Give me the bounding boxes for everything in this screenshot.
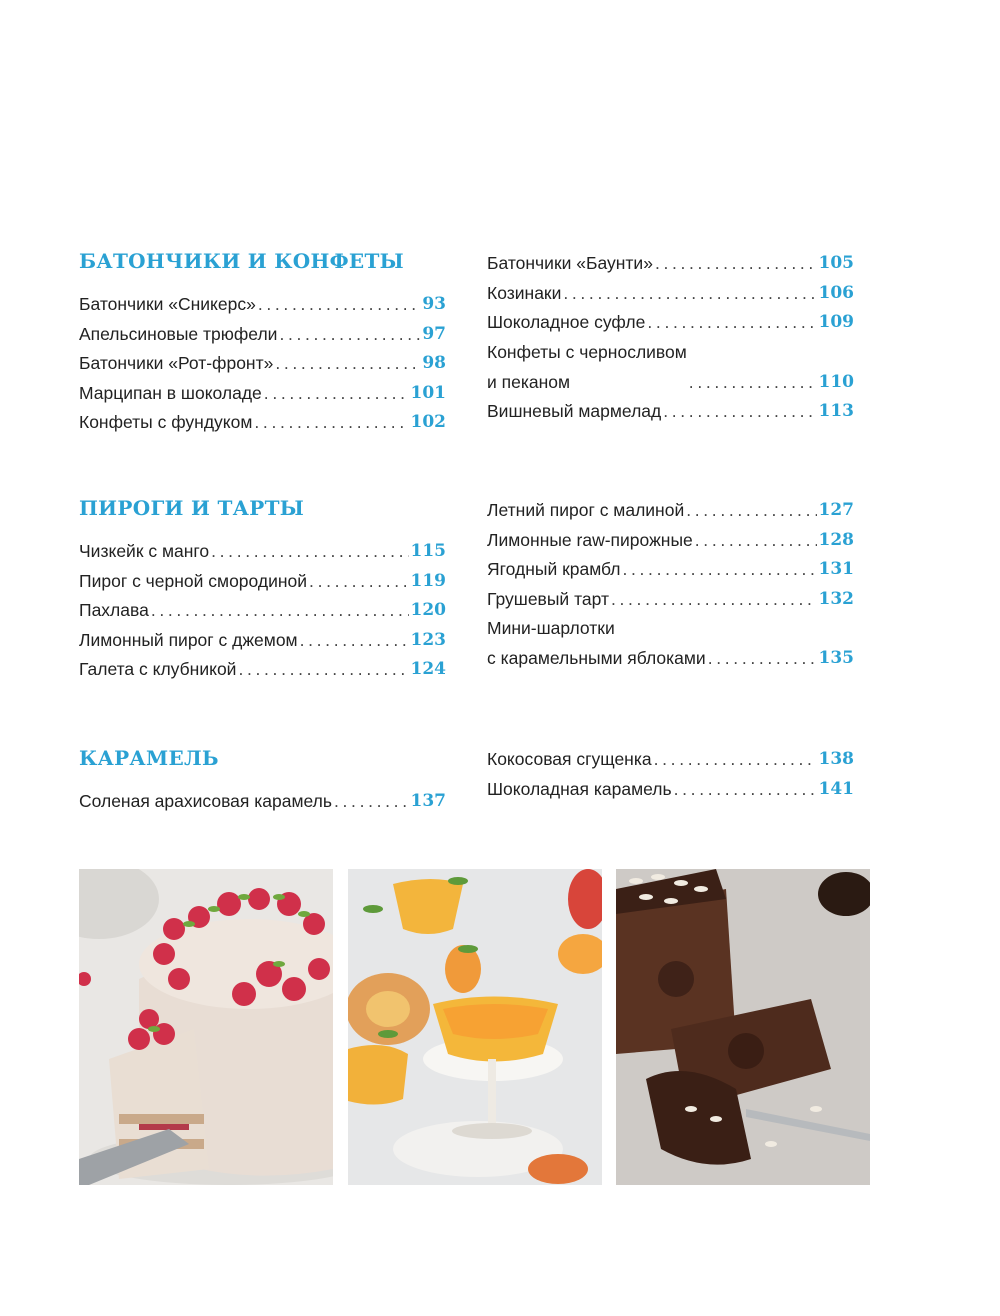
toc-entry[interactable] xyxy=(487,529,854,551)
toc-entry-title: Шоколадная карамель xyxy=(487,778,672,799)
toc-page-number: 132 xyxy=(818,588,854,609)
toc-entry-title: Конфеты с фундуком xyxy=(79,412,253,433)
toc-page-number: 113 xyxy=(818,401,854,422)
toc-entry[interactable] xyxy=(487,282,854,304)
leader-dots xyxy=(334,790,409,812)
section-heading-caramel: КАРАМЕЛЬ xyxy=(79,746,219,770)
toc-entry[interactable] xyxy=(487,341,854,393)
leader-dots xyxy=(211,540,408,562)
toc-entry-title: Галета с клубникой xyxy=(79,659,237,680)
toc-entry[interactable] xyxy=(487,617,854,669)
leader-dots xyxy=(300,629,409,651)
toc-column-left xyxy=(79,293,446,441)
toc-page-number: 98 xyxy=(422,353,446,374)
leader-dots xyxy=(275,352,420,374)
toc-entry-title: Летний пирог с малиной xyxy=(487,500,685,520)
leader-dots xyxy=(238,658,408,680)
toc-entry[interactable] xyxy=(487,252,854,274)
toc-column-right xyxy=(487,252,854,430)
toc-page-number: 93 xyxy=(422,294,446,314)
toc-entry-title xyxy=(487,341,687,393)
toc-page-number: 102 xyxy=(410,412,446,433)
toc-entry[interactable] xyxy=(79,658,446,680)
toc-entry[interactable] xyxy=(79,352,446,374)
toc-page-number: 124 xyxy=(410,659,446,680)
toc-entry-title: Лимонные raw-пирожные xyxy=(487,529,693,550)
toc-entry[interactable] xyxy=(487,499,854,521)
leader-dots xyxy=(655,252,817,274)
toc-entry-title-line: Конфеты с черносливом xyxy=(487,341,687,362)
toc-column-right xyxy=(487,748,854,807)
toc-entry-title-line: и пеканом xyxy=(487,371,571,392)
toc-entry-title: Шоколадное суфле xyxy=(487,312,646,333)
toc-entry[interactable] xyxy=(487,311,854,333)
chocolate-loaf-photo xyxy=(616,869,870,1185)
toc-page-number: 137 xyxy=(410,791,446,811)
leader-dots xyxy=(309,570,408,592)
toc-page-number: 115 xyxy=(410,541,446,561)
toc-entry-title: Грушевый тарт xyxy=(487,588,609,609)
toc-page-number: 109 xyxy=(818,312,854,333)
leader-dots xyxy=(563,282,816,304)
toc-entry[interactable] xyxy=(487,400,854,422)
toc-entry-title-line: Мини-шарлотки xyxy=(487,618,615,639)
section-heading-pies-tarts: ПИРОГИ И ТАРТЫ xyxy=(79,496,305,520)
leader-dots xyxy=(254,411,408,433)
leader-dots xyxy=(708,647,817,669)
section-heading-bars-candies: БАТОНЧИКИ И КОНФЕТЫ xyxy=(79,249,404,273)
toc-entry[interactable] xyxy=(79,599,446,621)
leader-dots xyxy=(663,400,816,422)
toc-entry[interactable] xyxy=(79,629,446,651)
leader-dots xyxy=(258,293,420,315)
leader-dots xyxy=(279,323,420,345)
toc-page-number: 105 xyxy=(818,253,854,273)
toc-entry[interactable] xyxy=(487,778,854,800)
toc-entry-title xyxy=(487,617,706,669)
toc-entry-title: Козинаки xyxy=(487,282,562,303)
toc-column-right xyxy=(487,499,854,677)
toc-entry-title: Чизкейк с манго xyxy=(79,541,210,561)
peach-dessert-photo xyxy=(348,869,602,1185)
toc-page-number: 141 xyxy=(818,778,854,799)
toc-entry-title: Ягодный крамбл xyxy=(487,559,621,580)
toc-entry[interactable] xyxy=(79,382,446,404)
toc-page-number: 110 xyxy=(818,371,854,392)
toc-entry-title: Пахлава xyxy=(79,600,149,621)
leader-dots xyxy=(151,599,409,621)
toc-page-number: 131 xyxy=(818,559,854,580)
toc-page-number: 120 xyxy=(410,600,446,621)
toc-entry-title: Соленая арахисовая карамель xyxy=(79,791,332,811)
toc-entry-title: Марципан в шоколаде xyxy=(79,382,262,403)
toc-entry-title: Пирог с черной смородиной xyxy=(79,570,308,591)
leader-dots xyxy=(264,382,409,404)
toc-column-left xyxy=(79,540,446,688)
toc-page-number: 138 xyxy=(818,749,854,769)
toc-page-number: 119 xyxy=(410,570,446,591)
toc-page-number: 106 xyxy=(818,282,854,303)
toc-entry-title: Кокосовая сгущенка xyxy=(487,749,652,769)
leader-dots xyxy=(611,588,817,610)
raspberry-cake-photo xyxy=(79,869,333,1185)
leader-dots xyxy=(622,558,816,580)
toc-entry[interactable] xyxy=(487,748,854,770)
toc-page-number: 97 xyxy=(422,323,446,344)
toc-page-number: 127 xyxy=(818,500,854,520)
toc-entry-title-line: с карамельными яблоками xyxy=(487,648,706,669)
leader-dots xyxy=(689,371,817,393)
toc-page-number: 123 xyxy=(410,629,446,650)
toc-page-number: 101 xyxy=(410,382,446,403)
toc-entry[interactable] xyxy=(79,540,446,562)
toc-entry-title: Батончики «Баунти» xyxy=(487,253,653,273)
leader-dots xyxy=(674,778,817,800)
toc-column-left xyxy=(79,790,446,820)
toc-entry[interactable] xyxy=(487,588,854,610)
leader-dots xyxy=(695,529,817,551)
leader-dots xyxy=(686,499,816,521)
leader-dots xyxy=(654,748,817,770)
toc-entry[interactable] xyxy=(79,570,446,592)
toc-entry[interactable] xyxy=(79,411,446,433)
toc-entry[interactable] xyxy=(79,323,446,345)
toc-entry-title: Лимонный пирог с джемом xyxy=(79,629,298,650)
toc-entry-title: Вишневый мармелад xyxy=(487,401,662,422)
toc-entry[interactable] xyxy=(79,293,446,315)
toc-entry-title: Батончики «Рот-фронт» xyxy=(79,353,274,374)
toc-entry-title: Апельсиновые трюфели xyxy=(79,323,278,344)
toc-entry[interactable] xyxy=(487,558,854,580)
toc-page-number: 135 xyxy=(818,648,854,669)
toc-page-number: 128 xyxy=(818,529,854,550)
leader-dots xyxy=(647,311,816,333)
toc-entry[interactable] xyxy=(79,790,446,812)
toc-entry-title: Батончики «Сникерс» xyxy=(79,294,256,314)
